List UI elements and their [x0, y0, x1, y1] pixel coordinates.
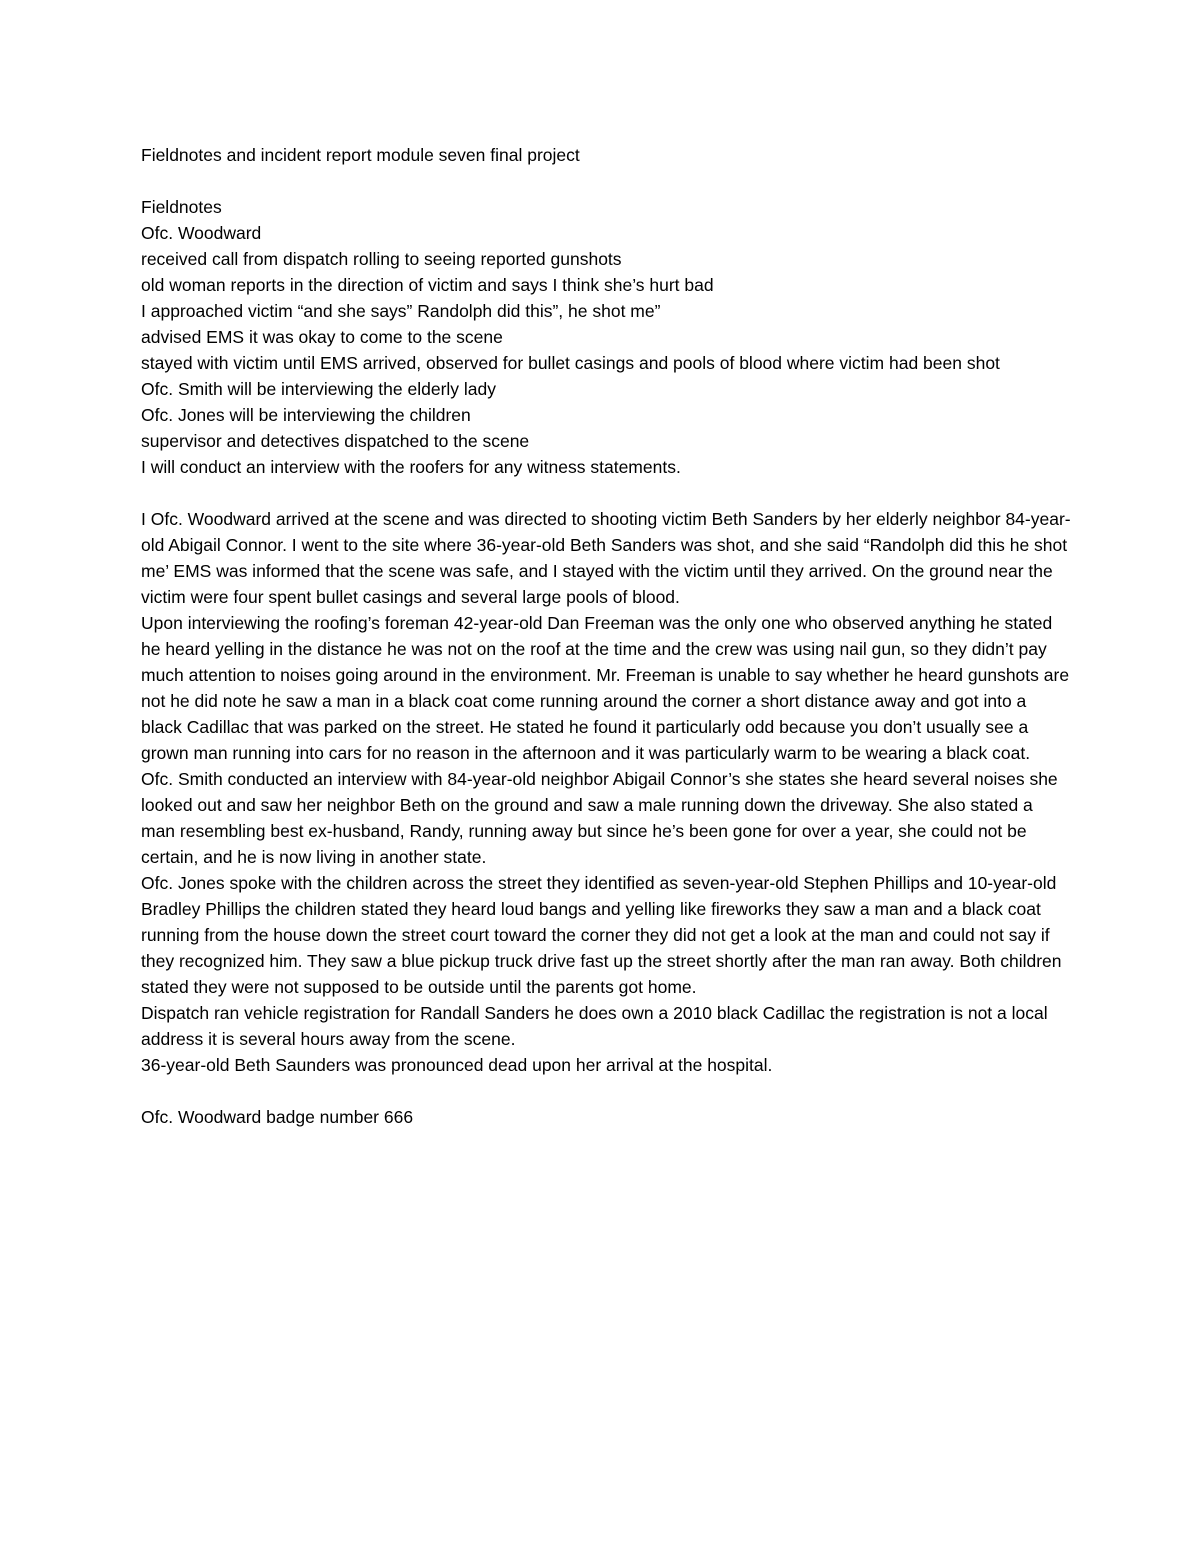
fieldnote-line: I approached victim “and she says” Randolph did this”, he shot me”: [141, 301, 661, 321]
fieldnote-line: advised EMS it was okay to come to the scene: [141, 327, 503, 347]
report-paragraph: Ofc. Smith conducted an interview with 84-year-old neighbor Abigail Connor’s she states she heard several noises she looked out and saw her neighbor Beth on the ground and saw a male running down the driveway. She also stated a man resembling best ex-husband, Randy, running away but since he’s been gone for over a year, she could not be certain, and he is now living in another state.: [141, 769, 1058, 867]
report-paragraph: 36-year-old Beth Saunders was pronounced dead upon her arrival at the hospital.: [141, 1055, 773, 1075]
report-paragraph: Upon interviewing the roofing’s foreman 42-year-old Dan Freeman was the only one who observed anything he stated he heard yelling in the distance he was not on the roof at the time and the crew was using nail gun, so they didn’t pay much attention to noises going around in the environment. Mr. Freeman is unable to say whether he heard gunshots are not he did note he saw a man in a black coat come running around the corner a short distance away and got into a black Cadillac that was parked on the street. He stated he found it particularly odd because you don’t usually see a grown man running into cars for no reason in the afternoon and it was particularly warm to be wearing a black coat.: [141, 613, 1070, 763]
fieldnote-line: Ofc. Jones will be interviewing the children: [141, 405, 471, 425]
document-title: Fieldnotes and incident report module seven final project: [141, 145, 580, 165]
fieldnotes-heading: Fieldnotes: [141, 197, 222, 217]
fieldnote-line: Ofc. Smith will be interviewing the elderly lady: [141, 379, 497, 399]
fieldnote-line: stayed with victim until EMS arrived, observed for bullet casings and pools of blood where victim had been shot: [141, 353, 1000, 373]
spacer: [141, 168, 1071, 194]
fieldnote-line: old woman reports in the direction of victim and says I think she’s hurt bad: [141, 275, 714, 295]
report-paragraph: Dispatch ran vehicle registration for Randall Sanders he does own a 2010 black Cadillac the registration is not a local address it is several hours away from the scene.: [141, 1003, 1048, 1049]
spacer: [141, 480, 1071, 506]
fieldnote-line: I will conduct an interview with the roofers for any witness statements.: [141, 457, 681, 477]
spacer: [141, 1078, 1071, 1104]
report-paragraph: Ofc. Jones spoke with the children across the street they identified as seven-year-old Stephen Phillips and 10-year-old Bradley Phillips the children stated they heard loud bangs and yelling like fireworks they saw a man and a black coat running from the house down the street court toward the corner they did not get a look at the man and could not say if they recognized him. They saw a blue pickup truck drive fast up the street shortly after the man ran away. Both children stated they were not supposed to be outside until the parents got home.: [141, 873, 1062, 997]
report-paragraph: I Ofc. Woodward arrived at the scene and was directed to shooting victim Beth Sanders by her elderly neighbor 84-year-old Abigail Connor. I went to the site where 36-year-old Beth Sanders was shot, and she said “Randolph did this he shot me’ EMS was informed that the scene was safe, and I stayed with the victim until they arrived. On the ground near the victim were four spent bullet casings and several large pools of blood.: [141, 509, 1071, 607]
fieldnotes-officer: Ofc. Woodward: [141, 223, 262, 243]
fieldnote-line: supervisor and detectives dispatched to the scene: [141, 431, 530, 451]
fieldnote-line: received call from dispatch rolling to seeing reported gunshots: [141, 249, 622, 269]
document-body: [141, 142, 1071, 1130]
signature-line: Ofc. Woodward badge number 666: [141, 1107, 414, 1127]
